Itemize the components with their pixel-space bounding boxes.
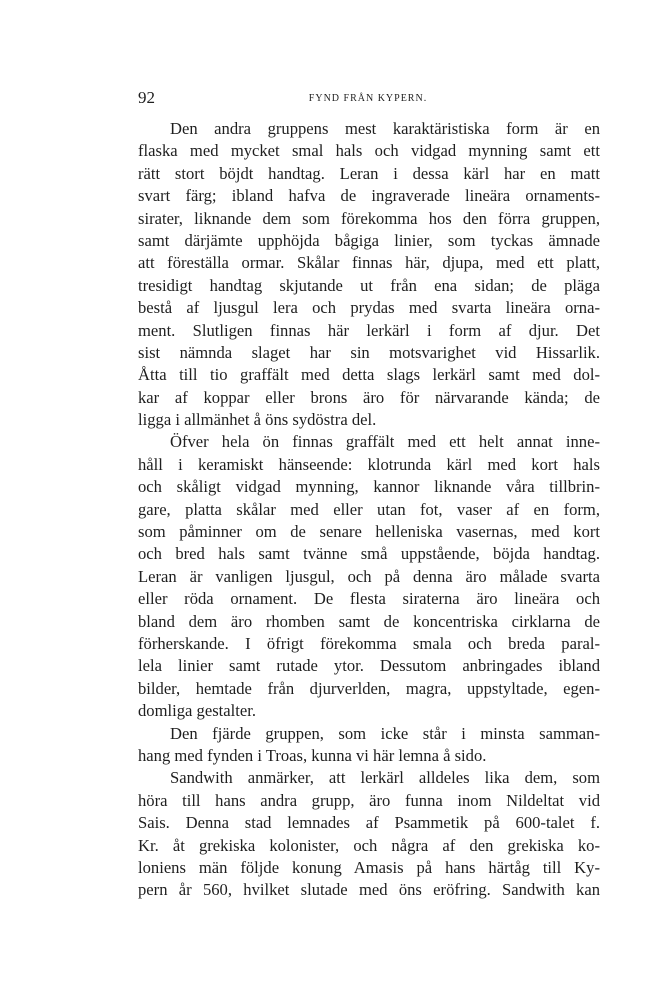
text-line: ligga i allmänhet å öns sydöstra del. <box>138 410 377 430</box>
text-line: ment. Slutligen finnas här lerkärl i form af djur. Det <box>138 320 600 340</box>
text-line: sirater, liknande dem som förekomma hos den förra gruppen, <box>138 208 600 228</box>
text-line: sist nämnda slaget har sin motsvarighet vid Hissarlik. <box>138 342 600 362</box>
text-line: pern år 560, hvilket slutade med öns eröfring. Sandwith kan <box>138 880 600 900</box>
text-line: Sais. Denna stad lemnades af Psammetik på 600-talet f. <box>138 813 600 833</box>
text-line: domliga gestalter. <box>138 701 256 721</box>
text-line: samt därjämte upphöjda bågiga linier, som tyckas ämnade <box>138 230 600 250</box>
text-line: svart färg; ibland hafva de ingraverade lineära ornaments- <box>138 186 600 206</box>
text-line: flaska med mycket smal hals och vidgad mynning samt ett <box>138 141 600 161</box>
text-line: Den fjärde gruppen, som icke står i minsta samman- <box>170 723 600 743</box>
text-line: håll i keramiskt hänseende: klotrunda kärl med kort hals <box>138 454 600 474</box>
text-line: kar af koppar eller brons äro för närvarande kända; de <box>138 387 600 407</box>
text-line: Åtta till tio graffält med detta slags lerkärl samt med dol- <box>138 365 600 385</box>
text-line: lela linier samt rutade ytor. Dessutom anbringades ibland <box>138 656 600 676</box>
text-line: att föreställa ormar. Skålar finnas här, djupa, med ett platt, <box>138 253 600 273</box>
text-line: och bred hals samt tvänne små uppstående, böjda handtag. <box>138 544 600 564</box>
text-line: rätt stort böjdt handtag. Leran i dessa kärl har en matt <box>138 163 600 183</box>
text-line: som påminner om de senare helleniska vasernas, med kort <box>138 522 600 542</box>
page-number: 92 <box>138 88 155 107</box>
text-line: Kr. åt grekiska kolonister, och några af den grekiska ko- <box>138 835 600 855</box>
text-line: bland dem äro rhomben samt de koncentriska cirklarna de <box>138 611 600 631</box>
text-line: bestå af ljusgul lera och prydas med svarta lineära orna- <box>138 298 600 318</box>
text-line: hang med fynden i Troas, kunna vi här lemna å sido. <box>138 745 487 765</box>
text-line: bilder, hemtade från djurverlden, magra, uppstyltade, egen- <box>138 678 600 698</box>
text-line: gare, platta skålar med eller utan fot, vaser af en form, <box>138 499 600 519</box>
text-line: förherskande. I öfrigt förekomma smala och breda paral- <box>138 633 600 653</box>
text-line: och skåligt vidgad mynning, kannor liknande våra tillbrin- <box>138 477 600 497</box>
text-line: Leran är vanligen ljusgul, och på denna äro målade svarta <box>138 566 600 586</box>
page-header <box>138 88 598 112</box>
text-line: eller röda ornament. De flesta siraterna äro lineära och <box>138 589 600 609</box>
text-line: Öfver hela ön finnas graffält med ett helt annat inne- <box>170 432 600 452</box>
text-line: loniens män följde konung Amasis på hans härtåg till Ky- <box>138 857 600 877</box>
text-line: höra till hans andra grupp, äro funna inom Nildeltat vid <box>138 790 600 810</box>
text-line: tresidigt handtag skjutande ut från ena sidan; de pläga <box>138 275 600 295</box>
text-line: Sandwith anmärker, att lerkärl alldeles lika dem, som <box>170 768 600 788</box>
text-line: Den andra gruppens mest karaktäristiska form är en <box>170 119 600 138</box>
running-title: FYND FRÅN KYPERN. <box>308 93 428 104</box>
body-text <box>138 118 600 902</box>
